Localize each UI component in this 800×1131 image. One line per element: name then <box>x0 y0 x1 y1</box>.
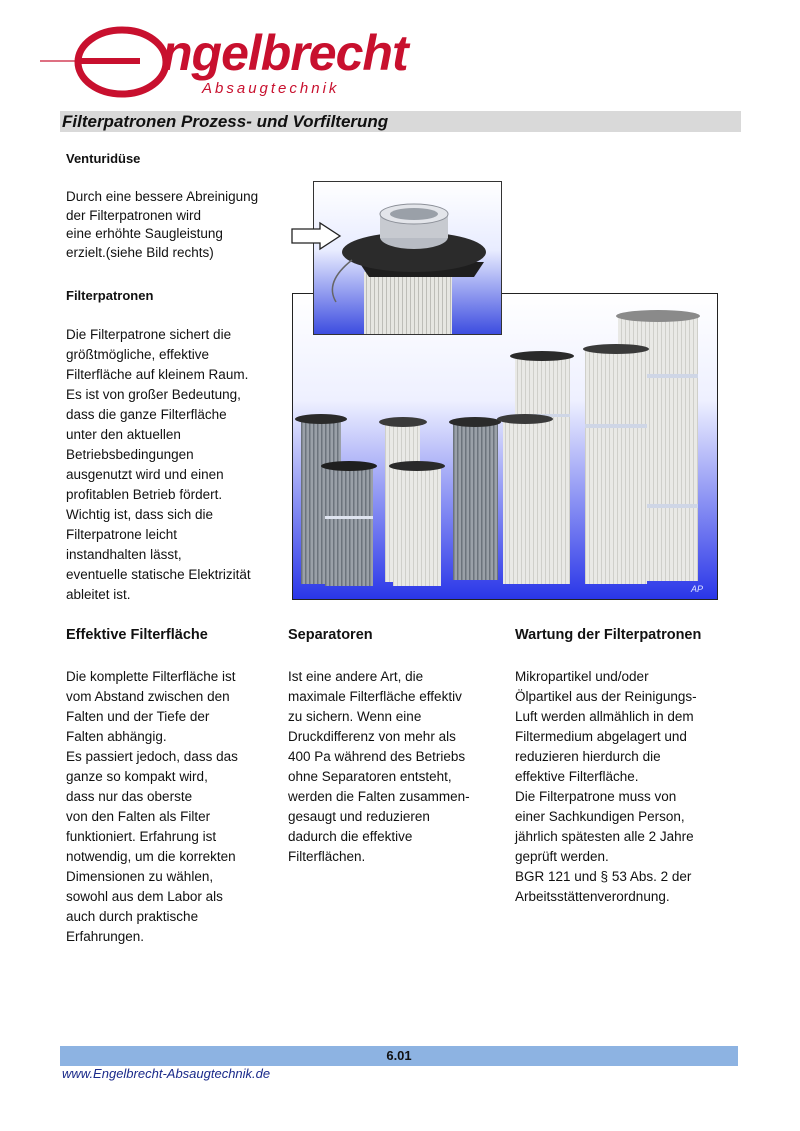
text-effektive-filterflaeche: Die komplette Filterfläche ist vom Abstand zwischen den Falten und der Tiefe der Falten abhängig. Es passiert jedoch, dass das ganze so kompakt wird, dass nur das oberste von den Falten als Filter funktioniert. Erfahrung ist notwendig, um die korrekten Dimensionen zu wählen, sowohl aus dem Labor als auch durch praktische Erfahrungen. <box>66 669 238 944</box>
logo-brand-text: ngelbrecht <box>162 25 408 81</box>
heading-separatoren: Separatoren <box>288 627 373 643</box>
text-separatoren: Ist eine andere Art, die maximale Filterfläche effektiv zu sichern. Wenn eine Druckdifferenz von mehr als 400 Pa während des Betriebs ohne Separatoren entsteht, werden die Falten zusammen- gesaugt und reduzieren dadurch die effektive Filterflächen. <box>288 669 470 864</box>
website-link[interactable]: www.Engelbrecht-Absaugtechnik.de <box>62 1066 271 1081</box>
footer-bar <box>60 1046 738 1066</box>
text-wartung: Mikropartikel und/oder Ölpartikel aus der Reinigungs- Luft werden allmählich in dem Filtermedium abgelagert und reduzieren hierdurch die effektive Filterfläche. Die Filterpatrone muss von einer Sachkundigen Person, jährlich spätesten alle 2 Jahre geprüft werden. BGR 121 und § 53 Abs. 2 der Arbeitsstättenverordnung. <box>515 669 697 904</box>
heading-venturi: Venturidüse <box>66 151 141 166</box>
filter-cartridges-photo <box>292 293 718 600</box>
heading-wartung: Wartung der Filterpatronen <box>515 627 702 643</box>
text-filterpatronen: Die Filterpatrone sichert die größtmögliche, effektive Filterfläche auf kleinem Raum. Es ist von großer Bedeutung, dass die ganze Filterfläche unter den aktuellen Betriebsbedingungen ausgenutzt wird und einen profitablen Betrieb fördert. Wichtig ist, dass sich die Filterpatrone leicht instandhalten lässt, eventuelle statische Elektrizität ableitet ist. <box>66 327 251 602</box>
title-bar <box>60 111 741 132</box>
logo-subtitle: Absaugtechnik <box>202 80 340 97</box>
filter-cartridges-image <box>293 294 717 599</box>
svg-text:AP: AP <box>691 584 704 594</box>
venturi-nozzle-photo <box>313 181 502 335</box>
page-title: Filterpatronen Prozess- und Vorfilterung <box>62 112 389 131</box>
heading-effektive-filterflaeche: Effektive Filterfläche <box>66 627 208 643</box>
venturi-nozzle-image <box>314 182 501 334</box>
page-number: 6.01 <box>386 1048 412 1063</box>
arrow-right-icon <box>290 221 342 251</box>
company-logo <box>40 18 408 110</box>
heading-filterpatronen: Filterpatronen <box>66 288 154 303</box>
text-venturi: Durch eine bessere Abreinigung der Filterpatronen wird eine erhöhte Saugleistung erzielt.(siehe Bild rechts) <box>66 189 259 260</box>
